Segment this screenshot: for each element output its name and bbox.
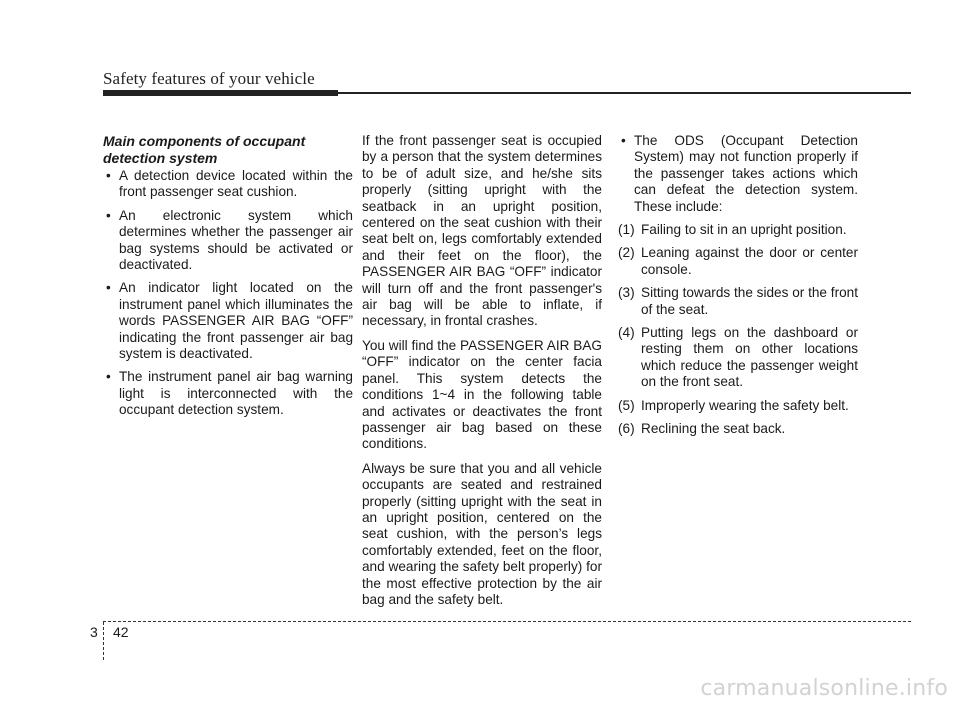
item-text: Putting legs on the dashboard or resting them on other locations which reduce the passenger weight on the front seat. (641, 325, 858, 390)
list-item: • An electronic system which determines whether the passenger air bag systems should be activated or deactivated. (103, 208, 353, 274)
paragraph: If the front passenger seat is occupied by a person that the system determines to be of adult size, and he/she sits properly (sitting upright with the seatback in an upright position, centered on the seat cushion with their seat belt on, legs comfortably extended and their feet on the floor), the PASSENGER AIR BAG “OFF” indicator will turn off and the front passenger's air bag will be able to inflate, if necessary, in frontal crashes. (362, 133, 602, 329)
numbered-conditions-list (618, 222, 858, 437)
numbered-item (618, 398, 858, 414)
item-number: (3) (618, 285, 635, 301)
component-list (103, 168, 353, 419)
item-number: (5) (618, 397, 635, 413)
ods-warning-list (618, 133, 858, 215)
numbered-item (618, 325, 858, 391)
item-number: (4) (618, 325, 635, 341)
column-3 (618, 133, 858, 445)
column-2 (362, 133, 602, 616)
item-text: Sitting towards the sides or the front of the seat. (641, 285, 858, 317)
paragraph: Always be sure that you and all vehicle occupants are seated and restrained properly (sitting upright with the seat in an upright position, centered on the seat cushion, with the person’s legs comfortably extended, feet on the floor, and wearing the safety belt properly) for the most effective protection by the air bag and the safety belt. (362, 460, 602, 607)
list-item: • A detection device located within the front passenger seat cushion. (103, 168, 353, 201)
numbered-item (618, 285, 858, 318)
footer-dashed-rule (103, 621, 911, 622)
item-text: Leaning against the door or center console. (641, 245, 858, 277)
item-text: Failing to sit in an upright position. (641, 222, 847, 238)
column-1 (103, 133, 353, 426)
item-number: (1) (618, 222, 635, 238)
footer-dashed-divider (103, 622, 104, 660)
paragraph: You will find the PASSENGER AIR BAG “OFF” indicator on the center facia panel. This system detects the conditions 1~4 in the following table and activates or deactivates the front passenger air bag based on these conditions. (362, 337, 602, 452)
section-subheading: Main components of occupant detection system (103, 133, 306, 166)
header-rule (103, 92, 911, 94)
numbered-item (618, 421, 858, 437)
item-text: Reclining the seat back. (641, 421, 786, 437)
list-item: • The ODS (Occupant Detection System) may not function properly if the passenger takes actions which can defeat the detection system. These include: (618, 133, 858, 215)
watermark: carmanualsonline.info (700, 676, 948, 701)
page-number: 42 (113, 624, 129, 640)
numbered-item (618, 245, 858, 278)
chapter-number: 3 (90, 624, 98, 640)
item-number: (2) (618, 245, 635, 261)
list-item: • The instrument panel air bag warning light is interconnected with the occupant detection system. (103, 369, 353, 418)
page-header-title: Safety features of your vehicle (103, 69, 315, 88)
item-number: (6) (618, 421, 635, 437)
item-text: Improperly wearing the safety belt. (641, 397, 849, 413)
list-item: • An indicator light located on the instrument panel which illuminates the words PASSENGER AIR BAG “OFF” indicating the front passenger air bag system is deactivated. (103, 280, 353, 362)
numbered-item (618, 222, 858, 238)
